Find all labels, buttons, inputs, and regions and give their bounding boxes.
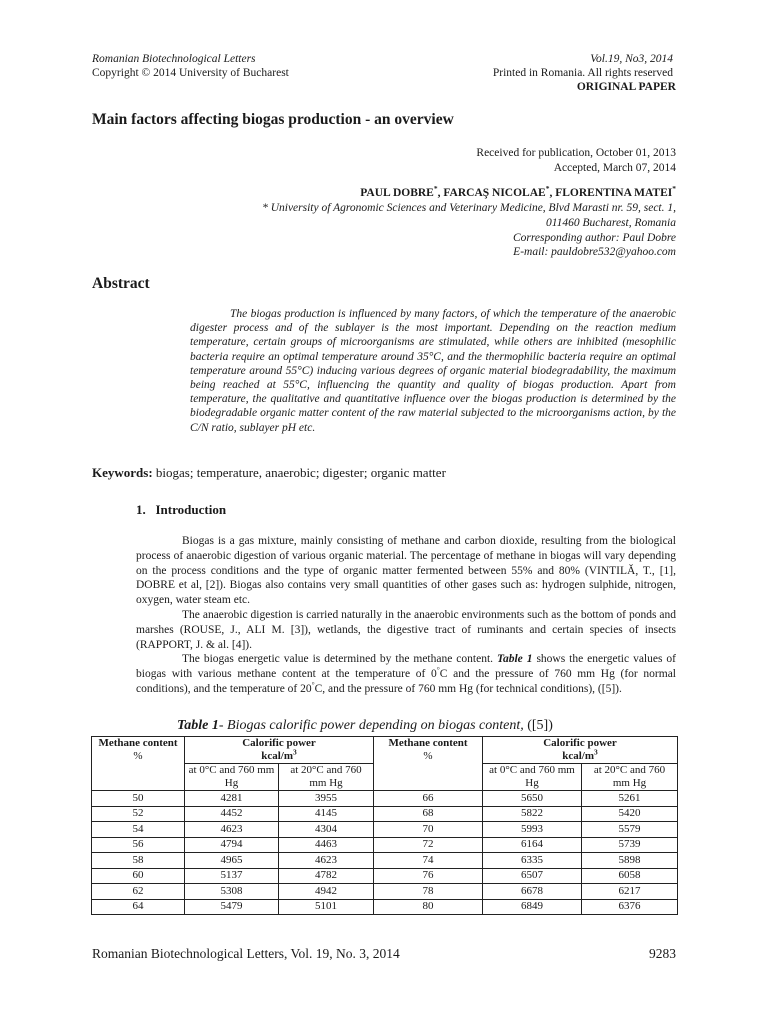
table-row <box>92 837 678 853</box>
table-cell: 5261 <box>582 791 678 807</box>
table-cell: 72 <box>374 837 483 853</box>
table-cell: 4965 <box>185 853 279 869</box>
table-cell: 6058 <box>582 868 678 884</box>
keywords <box>92 465 446 481</box>
calorific-table <box>91 736 678 915</box>
table-cell: 4463 <box>279 837 374 853</box>
author-list: PAUL DOBRE*, FARCAŞ NICOLAE*, FLORENTINA MATEI* <box>360 184 676 199</box>
copyright: Copyright © 2014 University of Bucharest <box>92 67 289 79</box>
table-cell: 3955 <box>279 791 374 807</box>
table-cell: 5650 <box>483 791 582 807</box>
table-row <box>92 899 678 915</box>
table-cell: 50 <box>92 791 185 807</box>
intro-paragraph-2: The anaerobic digestion is carried naturally in the anaerobic environments such as the bottom of ponds and marshes (ROUSE, J., ALI M. [3]), wetlands, the digestive tract of ruminants and certain species of insects (RAPPORT, J. & al. [4]). <box>136 608 676 651</box>
header-at-20c: at 20°C and 760 mm Hg <box>582 764 678 791</box>
table-cell: 4145 <box>279 806 374 822</box>
keywords-text: biogas; temperature, anaerobic; digester; organic matter <box>155 465 446 480</box>
table-cell: 5479 <box>185 899 279 915</box>
table-cell: 58 <box>92 853 185 869</box>
printed-notice: Printed in Romania. All rights reserved <box>492 67 673 79</box>
author-name: FLORENTINA MATEI <box>555 187 673 199</box>
table-cell: 78 <box>374 884 483 900</box>
table-reference: Table 1 <box>497 653 533 666</box>
intro-paragraph-1: Biogas is a gas mixture, mainly consisting of methane and carbon dioxide, resulting from the biological process of anaerobic digestion of various organic material. The percentage of methane in biogas will vary depending on the process conditions and the type of organic matter fermented between 55% and 80% (VINTILĂ, T., [1], DOBRE et al, [2]). Biogas also contains very small quantities of other gases such as: hydrogen sulphide, nitrogen, oxygen, water steam etc. <box>136 535 676 607</box>
table-row <box>92 868 678 884</box>
table-row <box>92 791 678 807</box>
table-cell: 6507 <box>483 868 582 884</box>
header-at-0c: at 0°C and 760 mm Hg <box>483 764 582 791</box>
table-cell: 4794 <box>185 837 279 853</box>
table-cell: 64 <box>92 899 185 915</box>
table-cell: 52 <box>92 806 185 822</box>
table-row <box>92 806 678 822</box>
table-cell: 5137 <box>185 868 279 884</box>
table-cell: 4623 <box>185 822 279 838</box>
affiliation-line-1: * University of Agronomic Sciences and Veterinary Medicine, Blvd Marasti nr. 59, sect. 1, <box>262 202 676 214</box>
footer-journal: Romanian Biotechnological Letters, Vol. 19, No. 3, 2014 <box>92 946 400 961</box>
header-calorific-power: Calorific power kcal/$m^3$ <box>185 737 374 764</box>
table-cell: 68 <box>374 806 483 822</box>
affiliation-line-2: 011460 Bucharest, Romania <box>546 217 676 229</box>
table-cell: 56 <box>92 837 185 853</box>
table-cell: 4281 <box>185 791 279 807</box>
table-row <box>92 822 678 838</box>
table-cell: 60 <box>92 868 185 884</box>
table-cell: 4452 <box>185 806 279 822</box>
author-email: E-mail: pauldobre532@yahoo.com <box>513 246 676 258</box>
accepted-date: Accepted, March 07, 2014 <box>553 162 676 174</box>
table-cell: 4623 <box>279 853 374 869</box>
table-row <box>92 853 678 869</box>
abstract-heading: Abstract <box>92 275 150 292</box>
table-cell: 62 <box>92 884 185 900</box>
table-cell: 5822 <box>483 806 582 822</box>
table-cell: 6335 <box>483 853 582 869</box>
author-name: FARCAŞ NICOLAE <box>443 187 546 199</box>
table-cell: 5898 <box>582 853 678 869</box>
intro-paragraph-3: The biogas energetic value is determined by the methane content. Table 1 shows the energetic values of biogas with various methane content at the temperature of 0°C and the pressure of 760 mm Hg (for normal conditions), and the temperature of 20°C, and the pressure of 760 mm Hg (for technical conditions), ([5]). <box>136 653 677 695</box>
table-cell: 6678 <box>483 884 582 900</box>
header-at-20c: at 20°C and 760 mm Hg <box>279 764 374 791</box>
table-cell: 6217 <box>582 884 678 900</box>
table-cell: 5739 <box>582 837 678 853</box>
table-cell: 66 <box>374 791 483 807</box>
table-cell: 4304 <box>279 822 374 838</box>
intro-heading: 1. Introduction <box>136 502 227 517</box>
table-caption: Table 1- Biogas calorific power depending on biogas content, ([5]) <box>177 718 553 733</box>
paper-type: ORIGINAL PAPER <box>576 81 676 93</box>
table-cell: 70 <box>374 822 483 838</box>
received-date: Received for publication, October 01, 2013 <box>476 147 676 159</box>
table-cell: 6849 <box>483 899 582 915</box>
table-cell: 4942 <box>279 884 374 900</box>
paper-title: Main factors affecting biogas production - an overview <box>92 111 454 128</box>
intro-body <box>136 534 676 697</box>
table-row <box>92 884 678 900</box>
keywords-label: Keywords: <box>92 465 153 480</box>
header-methane-content: Methane content % <box>92 737 185 791</box>
header-methane-content: Methane content % <box>374 737 483 791</box>
corresponding-author: Corresponding author: Paul Dobre <box>512 232 676 244</box>
table-cell: 5993 <box>483 822 582 838</box>
journal-name: Romanian Biotechnological Letters <box>92 53 256 65</box>
table-cell: 6376 <box>582 899 678 915</box>
table-cell: 76 <box>374 868 483 884</box>
table-cell: 54 <box>92 822 185 838</box>
page-number: 9283 <box>649 946 676 961</box>
table-cell: 5420 <box>582 806 678 822</box>
table-cell: 80 <box>374 899 483 915</box>
abstract-text: The biogas production is influenced by many factors, of which the temperature of the anaerobic digester process and of the sublayer is the most important. Depending on the reaction medium temperature, certain groups of microorganisms are stimulated, while others are inhibited (mesophilic bacteria require an optimal temperature around 35°C, and the thermophilic bacteria require an optimal temperature around 55°C) inducing various degrees of organic material biodegradability, the maximum being reached at 55°C, influencing the quantity and quality of biogas production. Apart from temperature, the qualitative and quantitative influence over the biogas production is determined by the biodegradable organic matter content of the raw material subjected to the microorganisms action, by the C/N ratio, sublayer pH etc. <box>190 308 676 434</box>
table-cell: 5579 <box>582 822 678 838</box>
journal-volume: Vol.19, No3, 2014 <box>590 53 673 65</box>
header-at-0c: at 0°C and 760 mm Hg <box>185 764 279 791</box>
header-calorific-power: Calorific power kcal/$m^3$ <box>483 737 678 764</box>
table-cell: 5101 <box>279 899 374 915</box>
table-cell: 6164 <box>483 837 582 853</box>
table-cell: 4782 <box>279 868 374 884</box>
table-cell: 74 <box>374 853 483 869</box>
table-cell: 5308 <box>185 884 279 900</box>
author-name: PAUL DOBRE <box>360 187 434 199</box>
